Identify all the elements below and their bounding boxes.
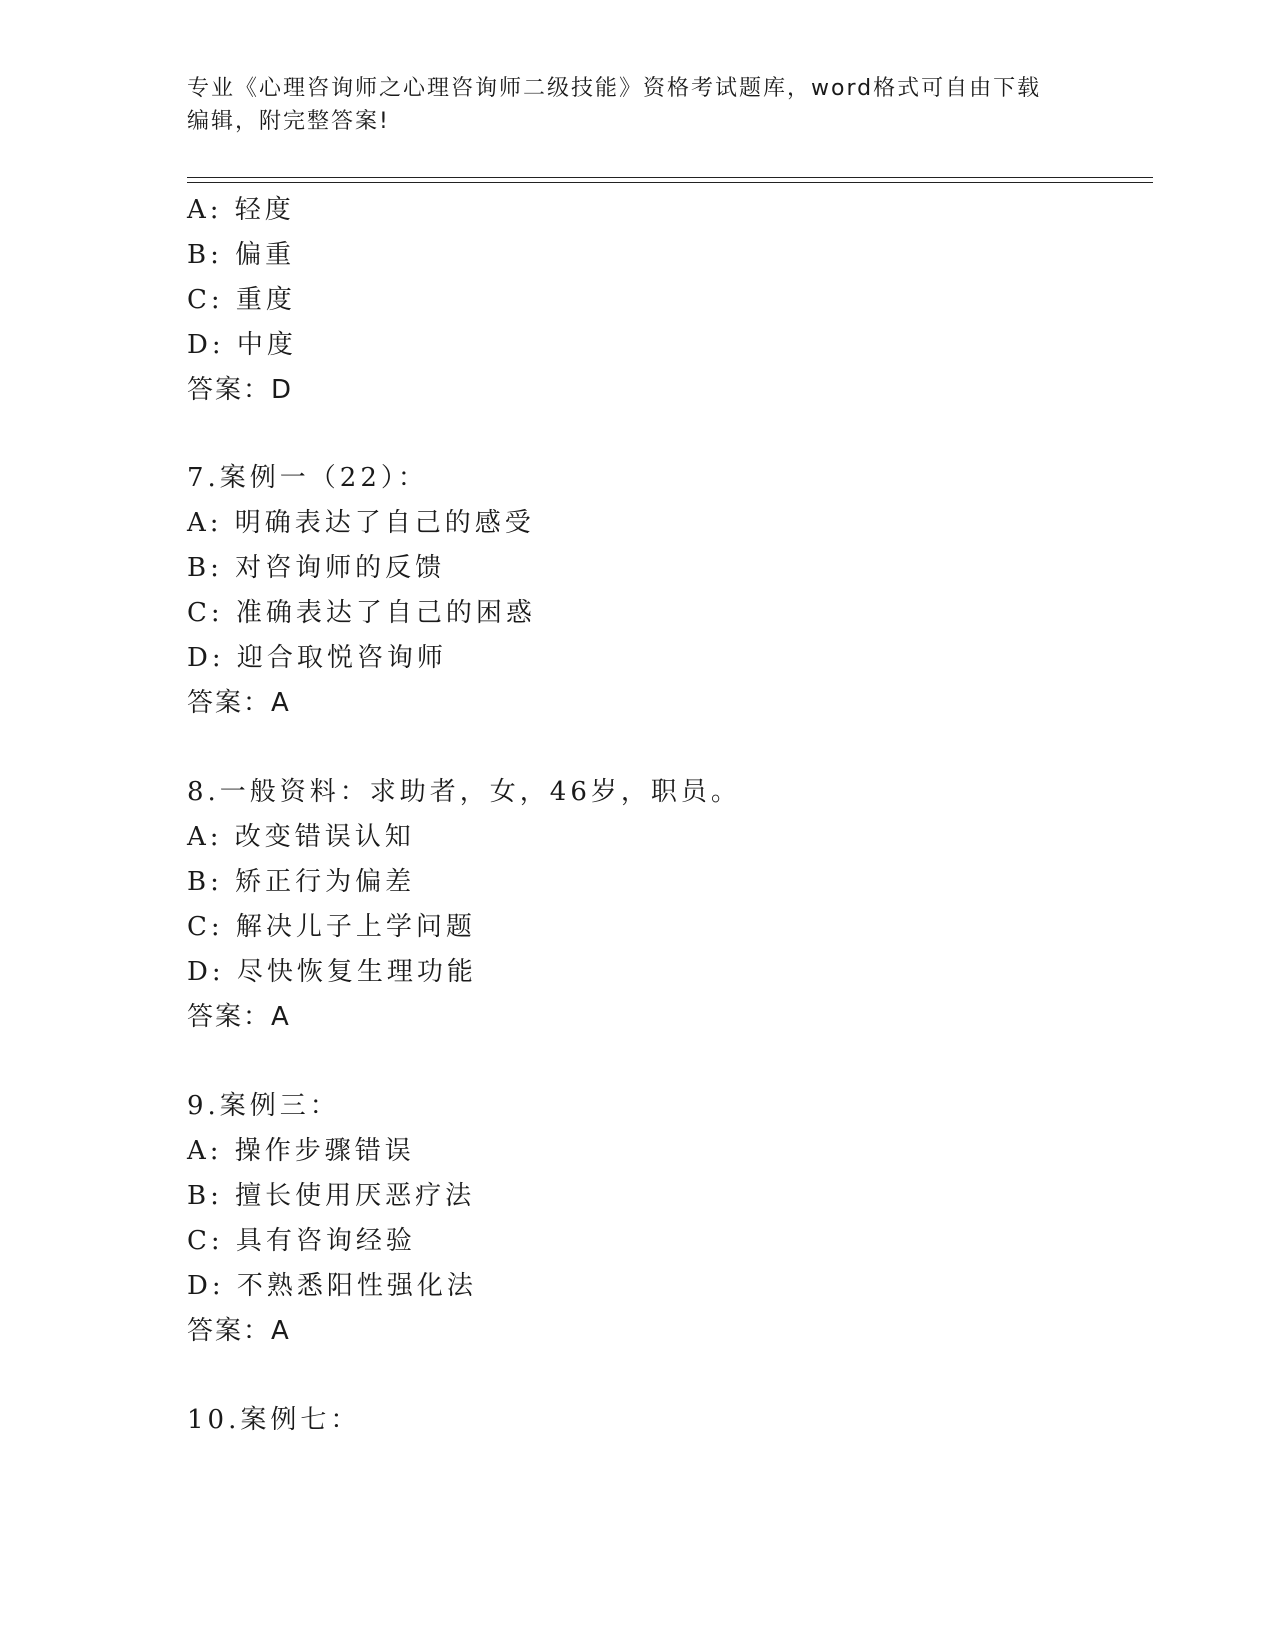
answer: 答案：A: [187, 1002, 291, 1032]
header-line-1: 专业《心理咨询师之心理咨询师二级技能》资格考试题库，word格式可自由下载: [187, 76, 1042, 101]
option-d: D: 不熟悉阳性强化法: [187, 1271, 477, 1301]
option-a: A: 改变错误认知: [187, 822, 415, 852]
option-d: D: 迎合取悦咨询师: [187, 643, 447, 673]
option-a: A: 操作步骤错误: [187, 1136, 415, 1166]
option-c: C: 具有咨询经验: [187, 1226, 416, 1256]
question-title: 7.案例一（22）：: [187, 463, 428, 493]
option-b: B: 偏重: [187, 240, 296, 270]
option-d: D: 尽快恢复生理功能: [187, 957, 477, 987]
header-divider-top: [187, 177, 1153, 178]
page-header: [187, 72, 1067, 138]
answer: 答案：D: [187, 375, 294, 405]
option-b: B: 矫正行为偏差: [187, 867, 416, 897]
option-b: B: 对咨询师的反馈: [187, 553, 446, 583]
option-b: B: 擅长使用厌恶疗法: [187, 1181, 476, 1211]
answer: 答案：A: [187, 1316, 291, 1346]
option-d: D: 中度: [187, 330, 297, 360]
header-divider-bottom: [187, 182, 1153, 183]
option-c: C: 解决儿子上学问题: [187, 912, 476, 942]
question-title: 8.一般资料：求助者，女，46岁，职员。: [187, 777, 741, 807]
question-title: 10.案例七：: [187, 1405, 361, 1435]
question-title: 9.案例三：: [187, 1091, 340, 1121]
answer: 答案：A: [187, 688, 291, 718]
option-c: C: 重度: [187, 285, 296, 315]
option-a: A: 明确表达了自己的感受: [187, 508, 535, 538]
option-c: C: 准确表达了自己的困惑: [187, 598, 536, 628]
option-a: A: 轻度: [187, 195, 295, 225]
header-line-2: 编辑，附完整答案!: [187, 109, 390, 134]
